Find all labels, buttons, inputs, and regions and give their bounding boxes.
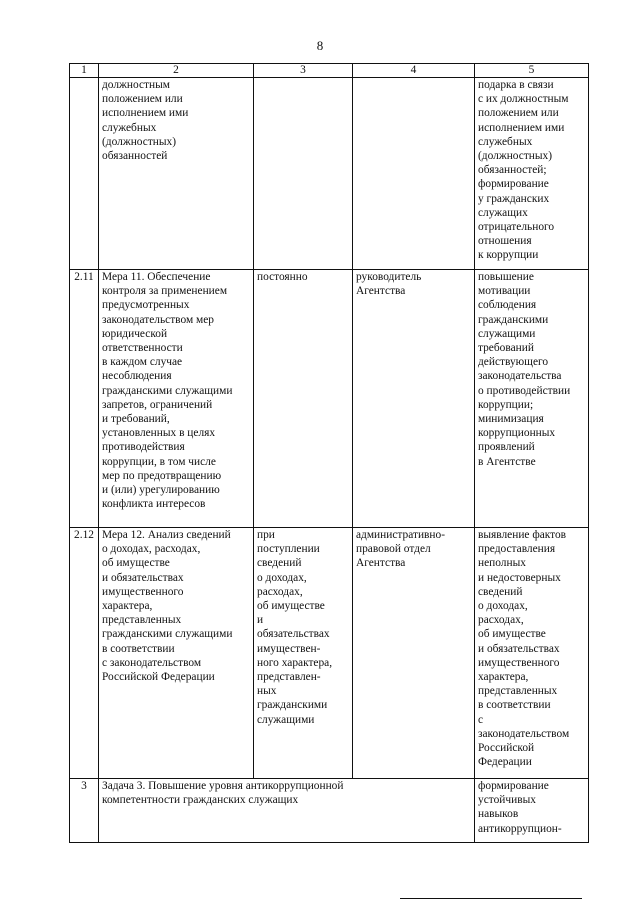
- task-number: 3: [70, 779, 99, 843]
- responsible-cell: административно- правовой отдел Агентства: [353, 528, 475, 779]
- responsible-cell: руководитель Агентства: [353, 270, 475, 528]
- header-col-2: 2: [99, 64, 254, 78]
- row-number: 2.12: [70, 528, 99, 779]
- table-row: [70, 270, 589, 528]
- task-row: [70, 779, 589, 843]
- row-number: [70, 78, 99, 270]
- task-result-cell: формирование устойчивых навыков антикоррупцион-: [475, 779, 589, 843]
- deadline-cell: при поступлении сведений о доходах, расходах, об имуществе и обязательствах имуществен- ного характера, представлен- ных гражданскими служащими: [254, 528, 353, 779]
- row-number: 2.11: [70, 270, 99, 528]
- deadline-cell: [254, 78, 353, 270]
- result-cell: выявление фактов предоставления неполных и недостоверных сведений о доходах, расходах, об имуществе и обязательствах имущественного характера, представленных в соответствии с законодательством Российской Федерации: [475, 528, 589, 779]
- deadline-cell: постоянно: [254, 270, 353, 528]
- table-header-row: [70, 64, 589, 78]
- header-col-3: 3: [254, 64, 353, 78]
- header-col-5: 5: [475, 64, 589, 78]
- task-title: Задача 3. Повышение уровня антикоррупционной компетентности гражданских служащих: [99, 779, 475, 843]
- header-col-1: 1: [70, 64, 99, 78]
- table-row: [70, 78, 589, 270]
- result-cell: повышение мотивации соблюдения гражданскими служащими требований действующего законодательства о противодействии коррупции; минимизация коррупционных проявлений в Агентстве: [475, 270, 589, 528]
- bottom-divider: [400, 898, 582, 899]
- measures-table: [69, 63, 589, 843]
- responsible-cell: [353, 78, 475, 270]
- measure-cell: должностным положением или исполнением ими служебных (должностных) обязанностей: [99, 78, 254, 270]
- table-row: [70, 528, 589, 779]
- page-number: 8: [316, 38, 324, 53]
- result-cell: подарка в связи с их должностным положением или исполнением ими служебных (должностных) обязанностей; формирование у гражданских служащих отрицательного отношения к коррупции: [475, 78, 589, 270]
- measure-cell: Мера 11. Обеспечение контроля за применением предусмотренных законодательством мер юридической ответственности в каждом случае несоблюдения гражданскими служащими запретов, ограничений и требований, установленных в целях противодействия коррупции, в том числе мер по предотвращению и (или) урегулированию конфликта интересов: [99, 270, 254, 528]
- measure-cell: Мера 12. Анализ сведений о доходах, расходах, об имуществе и обязательствах имущественного характера, представленных гражданскими служащими в соответствии с законодательством Российской Федерации: [99, 528, 254, 779]
- header-col-4: 4: [353, 64, 475, 78]
